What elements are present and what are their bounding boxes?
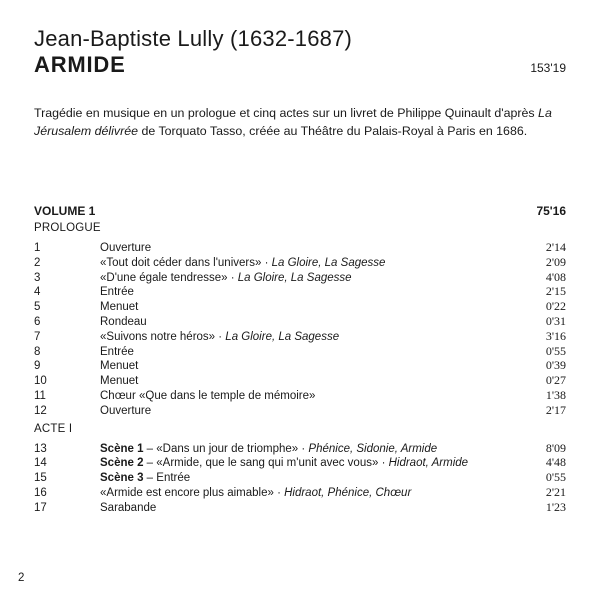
track-title — [100, 241, 516, 256]
track-row — [34, 255, 566, 270]
track-duration: 2'14 — [545, 240, 566, 254]
track-row — [34, 441, 566, 456]
track-duration: 0'39 — [545, 358, 566, 373]
track-title-text: «Suivons notre héros» · — [100, 330, 226, 343]
track-number: 1 — [34, 242, 41, 254]
track-title — [100, 456, 516, 471]
track-row — [34, 270, 566, 285]
track-title — [100, 271, 516, 286]
track-number: 15 — [34, 472, 47, 485]
track-number: 5 — [34, 301, 41, 314]
track-roles: Hidraot, Phénice, Chœur — [284, 486, 412, 499]
track-title-text: – «Dans un jour de triomphe» · — [143, 442, 309, 455]
track-title — [100, 501, 516, 516]
track-row — [34, 358, 566, 373]
volume-label: VOLUME 1 — [34, 204, 96, 218]
track-title-text: – «Armide, que le sang qui m'unit avec vous» · — [143, 457, 389, 470]
track-scene: Scène 1 — [100, 442, 144, 455]
track-duration: 0'27 — [545, 373, 566, 388]
track-row — [34, 329, 566, 344]
track-row — [34, 485, 566, 500]
title-row — [34, 52, 566, 78]
section-heading: PROLOGUE — [34, 222, 101, 234]
track-title — [100, 442, 516, 457]
track-number: 3 — [34, 271, 41, 284]
track-title — [100, 285, 516, 300]
track-title-text: Ouverture — [100, 404, 152, 417]
track-row — [34, 240, 566, 255]
track-duration: 1'23 — [545, 499, 566, 514]
track-number: 4 — [34, 286, 41, 299]
track-row — [34, 299, 566, 314]
track-number: 7 — [34, 330, 41, 343]
track-row — [34, 373, 566, 388]
track-title — [100, 471, 516, 486]
track-scene: Scène 3 — [100, 472, 144, 485]
page-number: 2 — [18, 572, 25, 584]
track-title-text: «Armide est encore plus aimable» · — [100, 486, 285, 499]
track-row — [34, 344, 566, 359]
track-number: 11 — [34, 389, 46, 402]
track-duration: 4'48 — [545, 455, 566, 470]
track-title-text: Menuet — [100, 360, 139, 373]
track-title-text: Entrée — [100, 286, 134, 299]
track-title — [100, 486, 516, 501]
track-duration: 0'22 — [545, 299, 566, 314]
track-title — [100, 404, 516, 419]
track-duration: 2'17 — [545, 402, 566, 417]
track-title-text: Rondeau — [100, 315, 147, 328]
track-number: 6 — [34, 315, 41, 328]
track-number: 2 — [34, 256, 41, 269]
track-title-text: «Tout doit céder dans l'univers» · — [100, 256, 272, 269]
track-roles: La Gloire, La Sagesse — [225, 330, 340, 343]
track-title-text: Menuet — [100, 375, 139, 388]
track-title — [100, 315, 516, 330]
track-row — [34, 500, 566, 515]
description-part2: de Torquato Tasso, créée au Théâtre du Palais-Royal à Paris en 1686. — [138, 124, 528, 138]
track-duration: 2'09 — [545, 254, 566, 269]
track-title-text: Chœur «Que dans le temple de mémoire» — [100, 389, 316, 402]
track-row — [34, 284, 566, 299]
composer-name: Jean-Baptiste Lully (1632-1687) — [34, 26, 353, 51]
track-row — [34, 388, 566, 403]
track-title — [100, 330, 516, 345]
track-row — [34, 470, 566, 485]
track-duration: 3'16 — [545, 328, 566, 343]
track-row — [34, 403, 566, 418]
track-number: 16 — [34, 486, 47, 499]
track-row — [34, 314, 566, 329]
volume-header — [34, 204, 566, 218]
track-title — [100, 345, 516, 360]
track-sections — [34, 222, 566, 515]
section-heading: ACTE I — [34, 422, 73, 435]
track-duration: 2'15 — [545, 284, 566, 299]
track-duration: 8'09 — [545, 440, 566, 455]
total-duration: 153'19 — [530, 61, 566, 75]
track-row — [34, 455, 566, 470]
booklet-page — [34, 26, 566, 515]
track-number: 12 — [34, 404, 47, 417]
track-list — [34, 441, 566, 515]
track-title — [100, 374, 516, 389]
track-duration: 0'31 — [545, 313, 566, 328]
track-number: 17 — [34, 501, 47, 514]
track-duration: 4'08 — [545, 269, 566, 284]
description-part1: Tragédie en musique en un prologue et cinq actes sur un livret de Philippe Quinault d'après — [34, 106, 539, 120]
track-title-text: «D'une égale tendresse» · — [100, 271, 238, 284]
track-roles: La Gloire, La Sagesse — [271, 256, 386, 269]
track-number: 13 — [34, 442, 47, 455]
track-title — [100, 359, 516, 374]
work-description — [34, 104, 594, 140]
track-title — [100, 256, 516, 271]
track-duration: 0'55 — [545, 470, 566, 485]
work-title: ARMIDE — [34, 52, 126, 77]
track-title-text: Ouverture — [100, 242, 152, 254]
track-title-text: – Entrée — [143, 472, 191, 485]
track-number: 10 — [34, 375, 47, 388]
track-title-text: Sarabande — [100, 501, 157, 514]
description-italic-title: La Jérusalem délivrée — [34, 106, 552, 138]
track-number: 14 — [34, 457, 47, 470]
track-title — [100, 389, 516, 404]
track-title-text: Menuet — [100, 301, 139, 314]
track-roles: Phénice, Sidonie, Armide — [308, 442, 438, 455]
track-scene: Scène 2 — [100, 457, 144, 470]
track-duration: 0'55 — [545, 343, 566, 358]
track-list — [34, 240, 566, 418]
track-roles: La Gloire, La Sagesse — [237, 271, 352, 284]
track-number: 9 — [34, 360, 41, 373]
track-title — [100, 300, 516, 315]
track-number: 8 — [34, 345, 41, 358]
volume-duration: 75'16 — [536, 204, 566, 218]
track-duration: 2'21 — [545, 484, 566, 499]
track-duration: 1'38 — [545, 387, 566, 402]
track-roles: Hidraot, Armide — [388, 457, 469, 470]
track-title-text: Entrée — [100, 345, 134, 358]
